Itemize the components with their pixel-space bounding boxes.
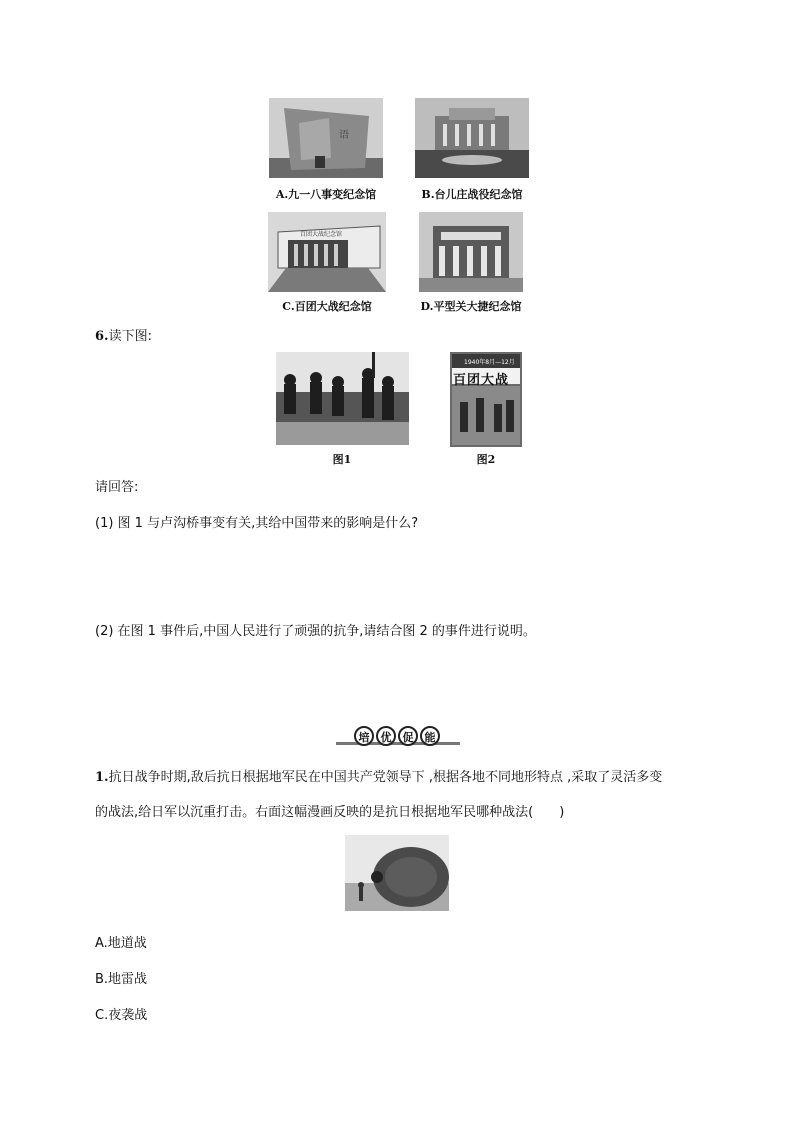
caption-a: A.九一八事变纪念馆 (275, 188, 377, 201)
banner-char-2: 优 (376, 726, 396, 746)
memorial-d-graphic (419, 212, 523, 292)
memorial-photo-d (419, 212, 523, 292)
section-banner (336, 726, 460, 748)
memorial-a-graphic (269, 98, 383, 178)
memorial-photo-b (415, 98, 529, 178)
q6-number: 6. (95, 329, 109, 344)
caption-c: C.百团大战纪念馆 (282, 300, 372, 313)
banner-char-3: 促 (398, 726, 418, 746)
option-a: A.地道战 (95, 936, 147, 951)
cartoon-image (345, 835, 449, 911)
caption-d: D.平型关大捷纪念馆 (420, 300, 522, 313)
cartoon-graphic (345, 835, 449, 911)
p1-text-line2: 的战法,给日军以沉重打击。右面这幅漫画反映的是抗日根据地军民哪种战法( ) (95, 805, 565, 820)
banner-char-4: 能 (420, 726, 440, 746)
memorial-b-graphic (415, 98, 529, 178)
p1-text-line1: 抗日战争时期,敌后抗日根据地军民在中国共产党领导下 ,根据各地不同地形特点 ,采取了灵活多变 (108, 770, 663, 785)
figure-1-caption: 图1 (332, 453, 352, 466)
figure-1-photo (276, 352, 409, 445)
q6-heading (95, 325, 152, 344)
figure-2-title: 百团大战 (453, 373, 510, 388)
p1-number: 1. (95, 770, 109, 785)
option-c: C.夜袭战 (95, 1008, 148, 1023)
q6-sub2: (2) 在图 1 事件后,中国人民进行了顽强的抗争,请结合图 2 的事件进行说明。 (95, 624, 536, 639)
figure-2-graphic (450, 352, 522, 447)
svg-text:百团大战纪念馆: 百团大战纪念馆 (300, 231, 343, 238)
figure-2-caption: 图2 (476, 453, 496, 466)
q6-instruction: 请回答: (95, 480, 139, 495)
caption-b: B.台儿庄战役纪念馆 (421, 188, 523, 201)
svg-text:语: 语 (339, 130, 349, 141)
figure-1-graphic (276, 352, 409, 445)
q6-sub1: (1) 图 1 与卢沟桥事变有关,其给中国带来的影响是什么? (95, 516, 419, 531)
figure-2-subtitle: 1940年8月—12月 (464, 359, 515, 366)
p1-line1 (95, 766, 662, 785)
option-b: B.地雷战 (95, 972, 148, 987)
memorial-photo-a (269, 98, 383, 178)
q6-prompt: 读下图: (108, 329, 152, 344)
figure-2-poster (450, 352, 522, 447)
banner-char-1: 培 (354, 726, 374, 746)
memorial-c-graphic (268, 212, 386, 292)
banner-chars (354, 726, 440, 746)
memorial-photo-c (268, 212, 386, 292)
